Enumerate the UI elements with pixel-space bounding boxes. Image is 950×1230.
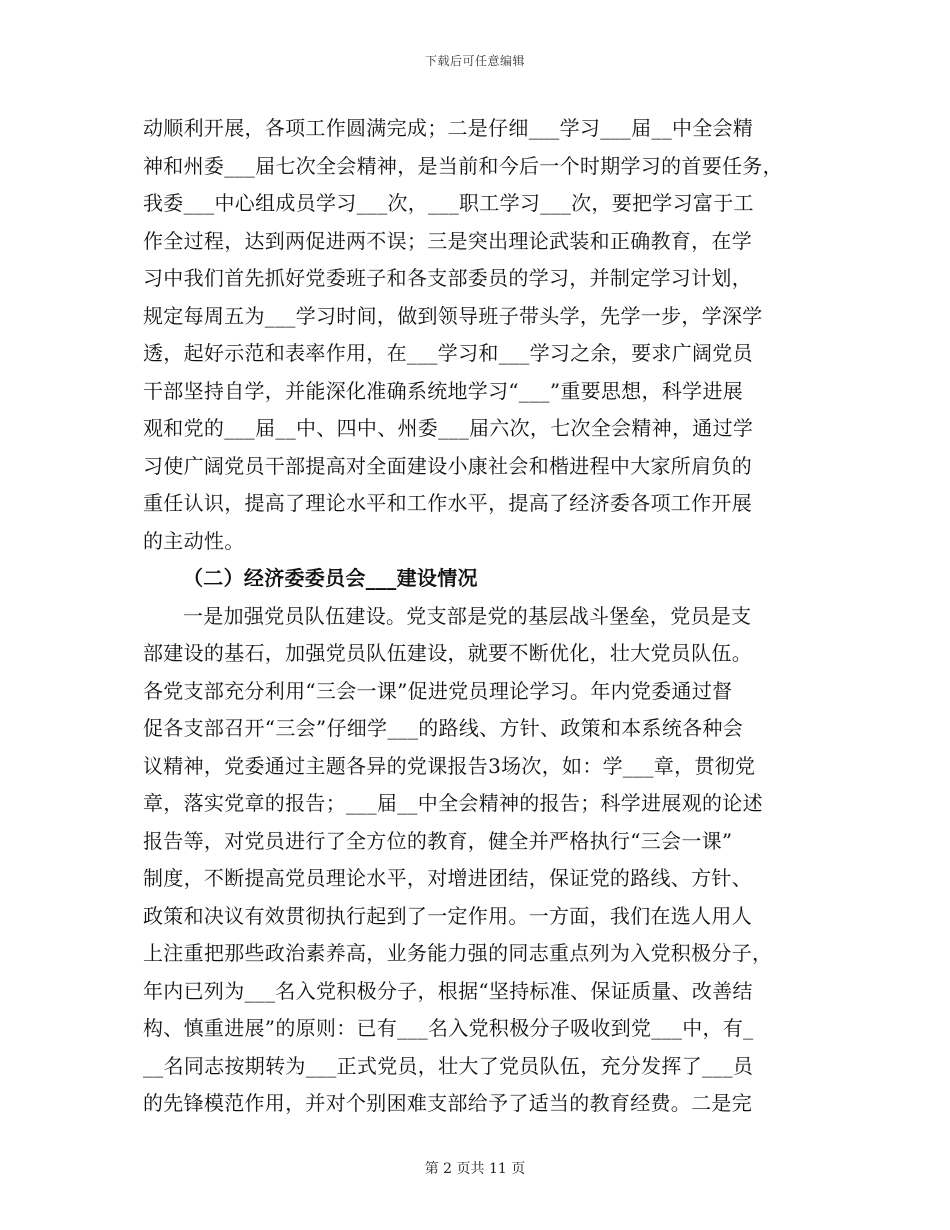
paragraph-line: 促各支部召开“三会”仔细学___的路线、方针、政策和本系统各种会 bbox=[143, 716, 744, 740]
paragraph-line: 议精神，党委通过主题各异的党课报告3场次，如：学___章，贯彻党 bbox=[143, 753, 756, 778]
paragraph-line: 政策和决议有效贯彻执行起到了一定作用。一方面，我们在选人用人 bbox=[143, 903, 752, 928]
page-header-note: 下载后可任意编辑 bbox=[424, 54, 525, 68]
paragraph-line: 神和州委___届七次全会精神，是当前和今后一个时期学习的首要任务， bbox=[143, 153, 783, 178]
paragraph-line: 观和党的___届__中、四中、州委___届六次，七次全会精神，通过学 bbox=[143, 416, 754, 440]
paragraph-line: 干部坚持自学，并能深化准确系统地学习“___”重要思想，科学进展 bbox=[143, 378, 744, 403]
paragraph-line: 制度，不断提高党员理论水平，对增进团结，保证党的路线、方针、 bbox=[143, 866, 752, 890]
paragraph-line: 习中我们首先抓好党委班子和各支部委员的学习，并制定学习计划， bbox=[143, 266, 752, 290]
paragraph-line: 部建设的基石，加强党员队伍建设，就要不断优化，壮大党员队伍。 bbox=[143, 641, 752, 665]
paragraph-line: 的先锋模范作用，并对个别困难支部给予了适当的教育经费。二是完 bbox=[143, 1091, 752, 1115]
paragraph-line: 上注重把那些政治素养高，业务能力强的同志重点列为入党积极分子， bbox=[143, 941, 773, 965]
paragraph-line: 一是加强党员队伍建设。党支部是党的基层战斗堡垒，党员是支 bbox=[183, 603, 752, 628]
paragraph-line: 动顺利开展，各项工作圆满完成；二是仔细___学习___届__中全会精 bbox=[143, 116, 754, 140]
paragraph-line: 重任认识，提高了理论水平和工作水平，提高了经济委各项工作开展 bbox=[143, 491, 752, 515]
paragraph-line: 各党支部充分利用“三会一课”促进党员理论学习。年内党委通过督 bbox=[143, 678, 733, 703]
paragraph-line: 构、慎重进展”的原则：已有___名入党积极分子吸收到党___中，有_ bbox=[143, 1016, 754, 1040]
paragraph-line: 我委___中心组成员学习___次，___职工学习___次，要把学习富于工 bbox=[143, 191, 754, 215]
paragraph-line: 报告等，对党员进行了全方位的教育，健全并严格执行“三会一课” bbox=[143, 828, 733, 853]
paragraph-line: 习使广阔党员干部提高对全面建设小康社会和楷进程中大家所肩负的 bbox=[143, 453, 752, 478]
paragraph-line: 的主动性。 bbox=[143, 528, 245, 553]
paragraph-line: 透，起好示范和表率作用，在___学习和___学习之余，要求广阔党员 bbox=[143, 341, 753, 365]
paragraph-line: 章，落实党章的报告；___届__中全会精神的报告；科学进展观的论述 bbox=[143, 791, 763, 815]
paragraph-line: __名同志按期转为___正式党员，壮大了党员队伍，充分发挥了___员 bbox=[143, 1053, 754, 1078]
document-body bbox=[143, 110, 803, 1123]
paragraph-line: 作全过程，达到两促进两不误；三是突出理论武装和正确教育，在学 bbox=[143, 228, 752, 253]
paragraph-line: 规定每周五为___学习时间，做到领导班子带头学，先学一步，学深学 bbox=[143, 303, 763, 328]
paragraph-line: 年内已列为___名入党积极分子，根据“坚持标准、保证质量、改善结 bbox=[143, 978, 753, 1003]
section-heading: （二）经济委委员会___建设情况 bbox=[183, 566, 478, 590]
page-footer-number: 第 2 页共 11 页 bbox=[424, 1161, 526, 1177]
